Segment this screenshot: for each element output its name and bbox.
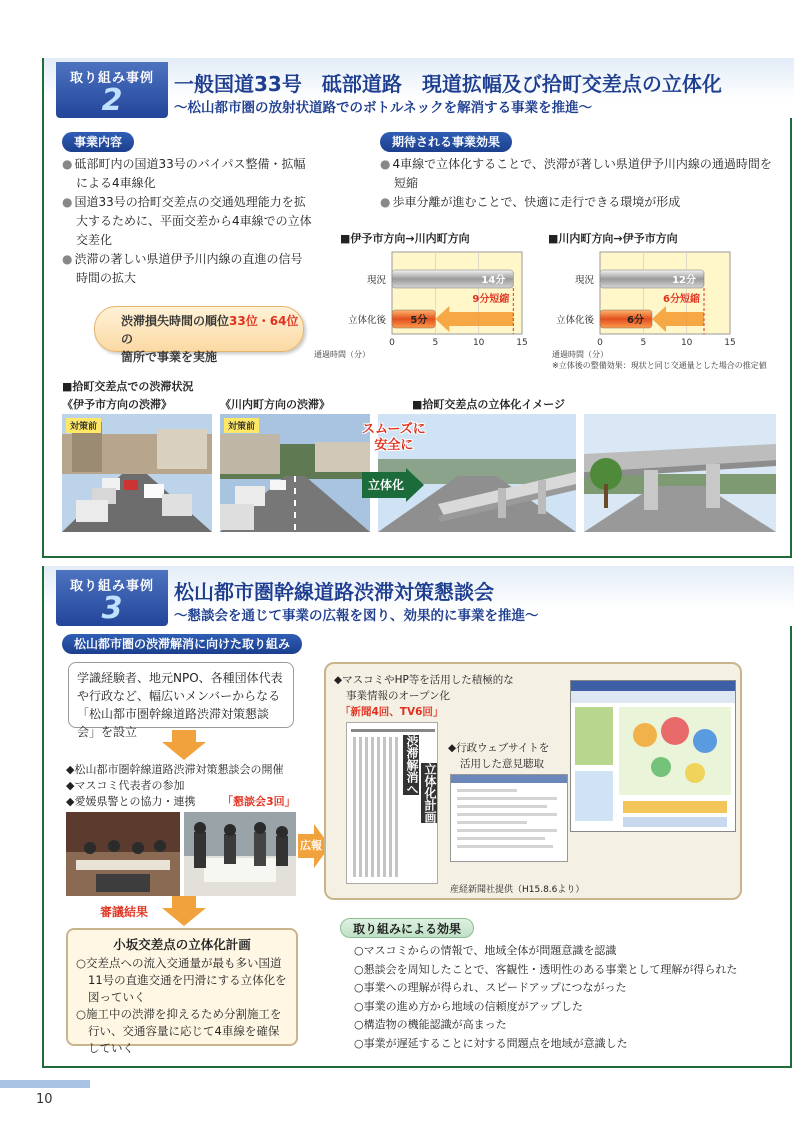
- case-2-title: 一般国道33号 砥部道路 現道拡幅及び拾町交差点の立体化: [174, 72, 722, 96]
- case-2-subtitle: ～松山都市圏の放射状道路でのボトルネックを解消する事業を推進～: [174, 100, 593, 116]
- effect-item: ○懇談会を周知したことで、客観性・透明性のある事業として理解が得られた: [354, 962, 738, 976]
- chart-svg: [548, 244, 738, 356]
- x-tick-label: 15: [724, 338, 736, 348]
- effect-heading: 期待される事業効果: [380, 132, 512, 152]
- chart-title: ■川内町方向→伊予市方向: [548, 232, 678, 245]
- newspaper-credit: 産経新聞社提供（H15.8.6より）: [450, 885, 585, 895]
- case-tag-number: 2: [101, 83, 123, 118]
- case-3-tag: [56, 570, 168, 626]
- effect-item: ● 歩車分離が進むことで、快適に走行できる環境が形成: [380, 193, 780, 212]
- rittaika-label: 立体化: [368, 478, 405, 492]
- case-3-title: 松山都市圏幹線道路渋滞対策懇談会: [174, 580, 494, 604]
- x-tick-label: 10: [472, 338, 485, 348]
- bar-after: [600, 310, 652, 328]
- down-arrow-icon: [162, 730, 206, 760]
- case-tag-label: 取り組み事例: [69, 579, 154, 594]
- effect-list: [380, 155, 780, 212]
- x-tick-label: 15: [516, 338, 528, 348]
- effects-list: [354, 942, 737, 1053]
- activity-item: ◆マスコミ代表者の参加: [66, 779, 185, 792]
- case-2-tag: [56, 62, 168, 118]
- newspaper-clipping: [346, 722, 438, 884]
- council-setup-box: 学識経験者、地元NPO、各種団体代表や行政など、幅広いメンバーからなる「松山都市圏幹線道路渋滞対策懇談会」を設立: [68, 662, 294, 728]
- effect-item: ○事業が遅延することに対する問題点を地域が意識した: [354, 1036, 628, 1050]
- activity-item: ◆松山都市圏幹線道路渋滞対策懇談会の開催: [66, 763, 284, 776]
- koho-label: 広報: [300, 839, 322, 852]
- media-count: 「新聞4回、TV6回」: [340, 706, 444, 718]
- content-item: ● 国道33号の拾町交差点の交通処理能力を拡大するために、平面交差から4車線での立体交差化: [62, 193, 312, 250]
- effect-item: ○事業の進め方から地域の信頼度がアップした: [354, 999, 583, 1013]
- case-3-section-heading: 松山都市圏の渋滞解消に向けた取り組み: [62, 634, 302, 654]
- x-tick-label: 5: [432, 338, 439, 348]
- content-item: ● 砥部町内の国道33号のバイパス整備・拡幅による4車線化: [62, 155, 312, 193]
- content-list: [62, 155, 312, 288]
- safe-text: 安全に: [374, 438, 414, 453]
- content-item: ● 渋滞の著しい県道伊予川内線の直進の信号時間の拡大: [62, 250, 312, 288]
- category-label: 立体化後: [555, 315, 594, 326]
- photo-2-caption: 《川内町方向の渋滞》: [220, 398, 330, 411]
- category-label: 立体化後: [347, 315, 386, 326]
- x-tick-label: 0: [389, 338, 395, 348]
- category-label: 現況: [366, 275, 386, 286]
- before-tag: 対策前: [66, 418, 101, 433]
- before-tag: 対策前: [224, 418, 259, 433]
- plan-box: [66, 928, 298, 1055]
- case-3-subtitle: ～懇談会を通じて事業の広報を図り、効果的に事業を推進～: [174, 608, 539, 624]
- bar-value-label: 12分: [672, 275, 696, 286]
- congestion-photo-kawauchi: [220, 414, 370, 532]
- x-tick-label: 0: [597, 338, 603, 348]
- photo-1-caption: 《伊予市方向の渋滞》: [62, 398, 172, 411]
- reduction-label: 9分短縮: [472, 294, 510, 305]
- effects-heading: 取り組みによる効果: [340, 918, 474, 938]
- case-2-section: [42, 58, 792, 558]
- ranking-callout: [94, 306, 304, 364]
- plan-title: 小坂交差点の立体化計画: [113, 937, 251, 952]
- chart-title: ■伊予市方向→川内町方向: [340, 232, 470, 245]
- congestion-photo-iyo: [62, 414, 212, 532]
- travel-time-chart-iyo: [340, 230, 540, 370]
- web-line-1: ◆行政ウェブサイトを: [448, 742, 550, 754]
- bar-value-label: 6分: [627, 315, 644, 326]
- media-line-2: 事業情報のオープン化: [346, 690, 451, 702]
- page-footer-bar: [0, 1080, 90, 1088]
- x-tick-label: 5: [640, 338, 647, 348]
- newspaper-headline-2: 立体化計画: [423, 763, 437, 823]
- case-3-section: [42, 566, 792, 1068]
- content-heading: 事業内容: [62, 132, 134, 152]
- web-line-2: 活用した意見聴取: [460, 758, 544, 770]
- interchange-image-2: [584, 414, 776, 532]
- case-tag-label: 取り組み事例: [69, 71, 154, 86]
- case-tag-number: 3: [101, 591, 123, 626]
- project-website-screenshot: [570, 680, 736, 832]
- meeting-photo-1: [66, 812, 180, 896]
- chart-svg: [340, 244, 530, 356]
- reduction-label: 6分短縮: [663, 294, 700, 305]
- effect-item: ● 4車線で立体化することで、渋滞が著しい県道伊予川内線の通過時間を短縮: [380, 155, 780, 193]
- plan-item: ○施工中の渋滞を抑えるため分割施工を行い、交通容量に応じて4車線を確保していく: [76, 1007, 282, 1055]
- bar-value-label: 5分: [410, 315, 428, 326]
- meeting-photo-2: [184, 812, 296, 896]
- callout-line-2: 箇所で事業を実施: [121, 350, 218, 364]
- x-tick-label: 10: [680, 338, 693, 348]
- newspaper-headline-1: 渋滞解消へ: [405, 735, 419, 795]
- activity-item: ◆愛媛県警との協力・連携: [66, 795, 196, 808]
- effect-item: ○マスコミからの情報で、地域全体が問題意識を認識: [354, 944, 617, 957]
- plan-item: ○交差点への流入交通量が最も多い国道11号の直進交通を円滑にする立体化を図っていく: [76, 956, 287, 1004]
- callout-highlight: 33位・64位: [229, 314, 299, 328]
- photo-section-label: ■拾町交差点での渋滞状況: [62, 380, 194, 393]
- callout-text: 渋滞損失時間の順位: [121, 314, 230, 328]
- effect-item: ○事業への理解が得られ、スピードアップにつながった: [354, 981, 627, 994]
- media-line-1: ◆マスコミやHP等を活用した積極的な: [334, 674, 514, 686]
- meeting-count: 「懇談会3回」: [222, 795, 296, 808]
- smooth-safe-label: [362, 422, 426, 454]
- axis-unit-left: 通過時間（分）: [314, 350, 370, 359]
- image-section-label: ■拾町交差点の立体化イメージ: [412, 398, 566, 411]
- callout-text-post: の: [121, 332, 134, 346]
- axis-unit-right: 通過時間（分）: [552, 350, 608, 359]
- opinion-webpage-screenshot: [450, 774, 568, 862]
- case-2-banner: [44, 58, 794, 118]
- bar-value-label: 14分: [481, 275, 506, 286]
- down-arrow-icon: [162, 896, 206, 926]
- page-number: 10: [36, 1092, 53, 1107]
- chart-note: ※立体後の整備効果：現状と同じ交通量とした場合の推定値: [552, 361, 767, 370]
- category-label: 現況: [574, 275, 594, 286]
- review-result: 審議結果: [100, 905, 149, 919]
- effect-item: ○構造物の機能認識が高まった: [354, 1018, 507, 1031]
- smooth-text: スムーズに: [362, 422, 426, 437]
- case-3-banner: [44, 566, 794, 626]
- publicity-box: [324, 662, 742, 900]
